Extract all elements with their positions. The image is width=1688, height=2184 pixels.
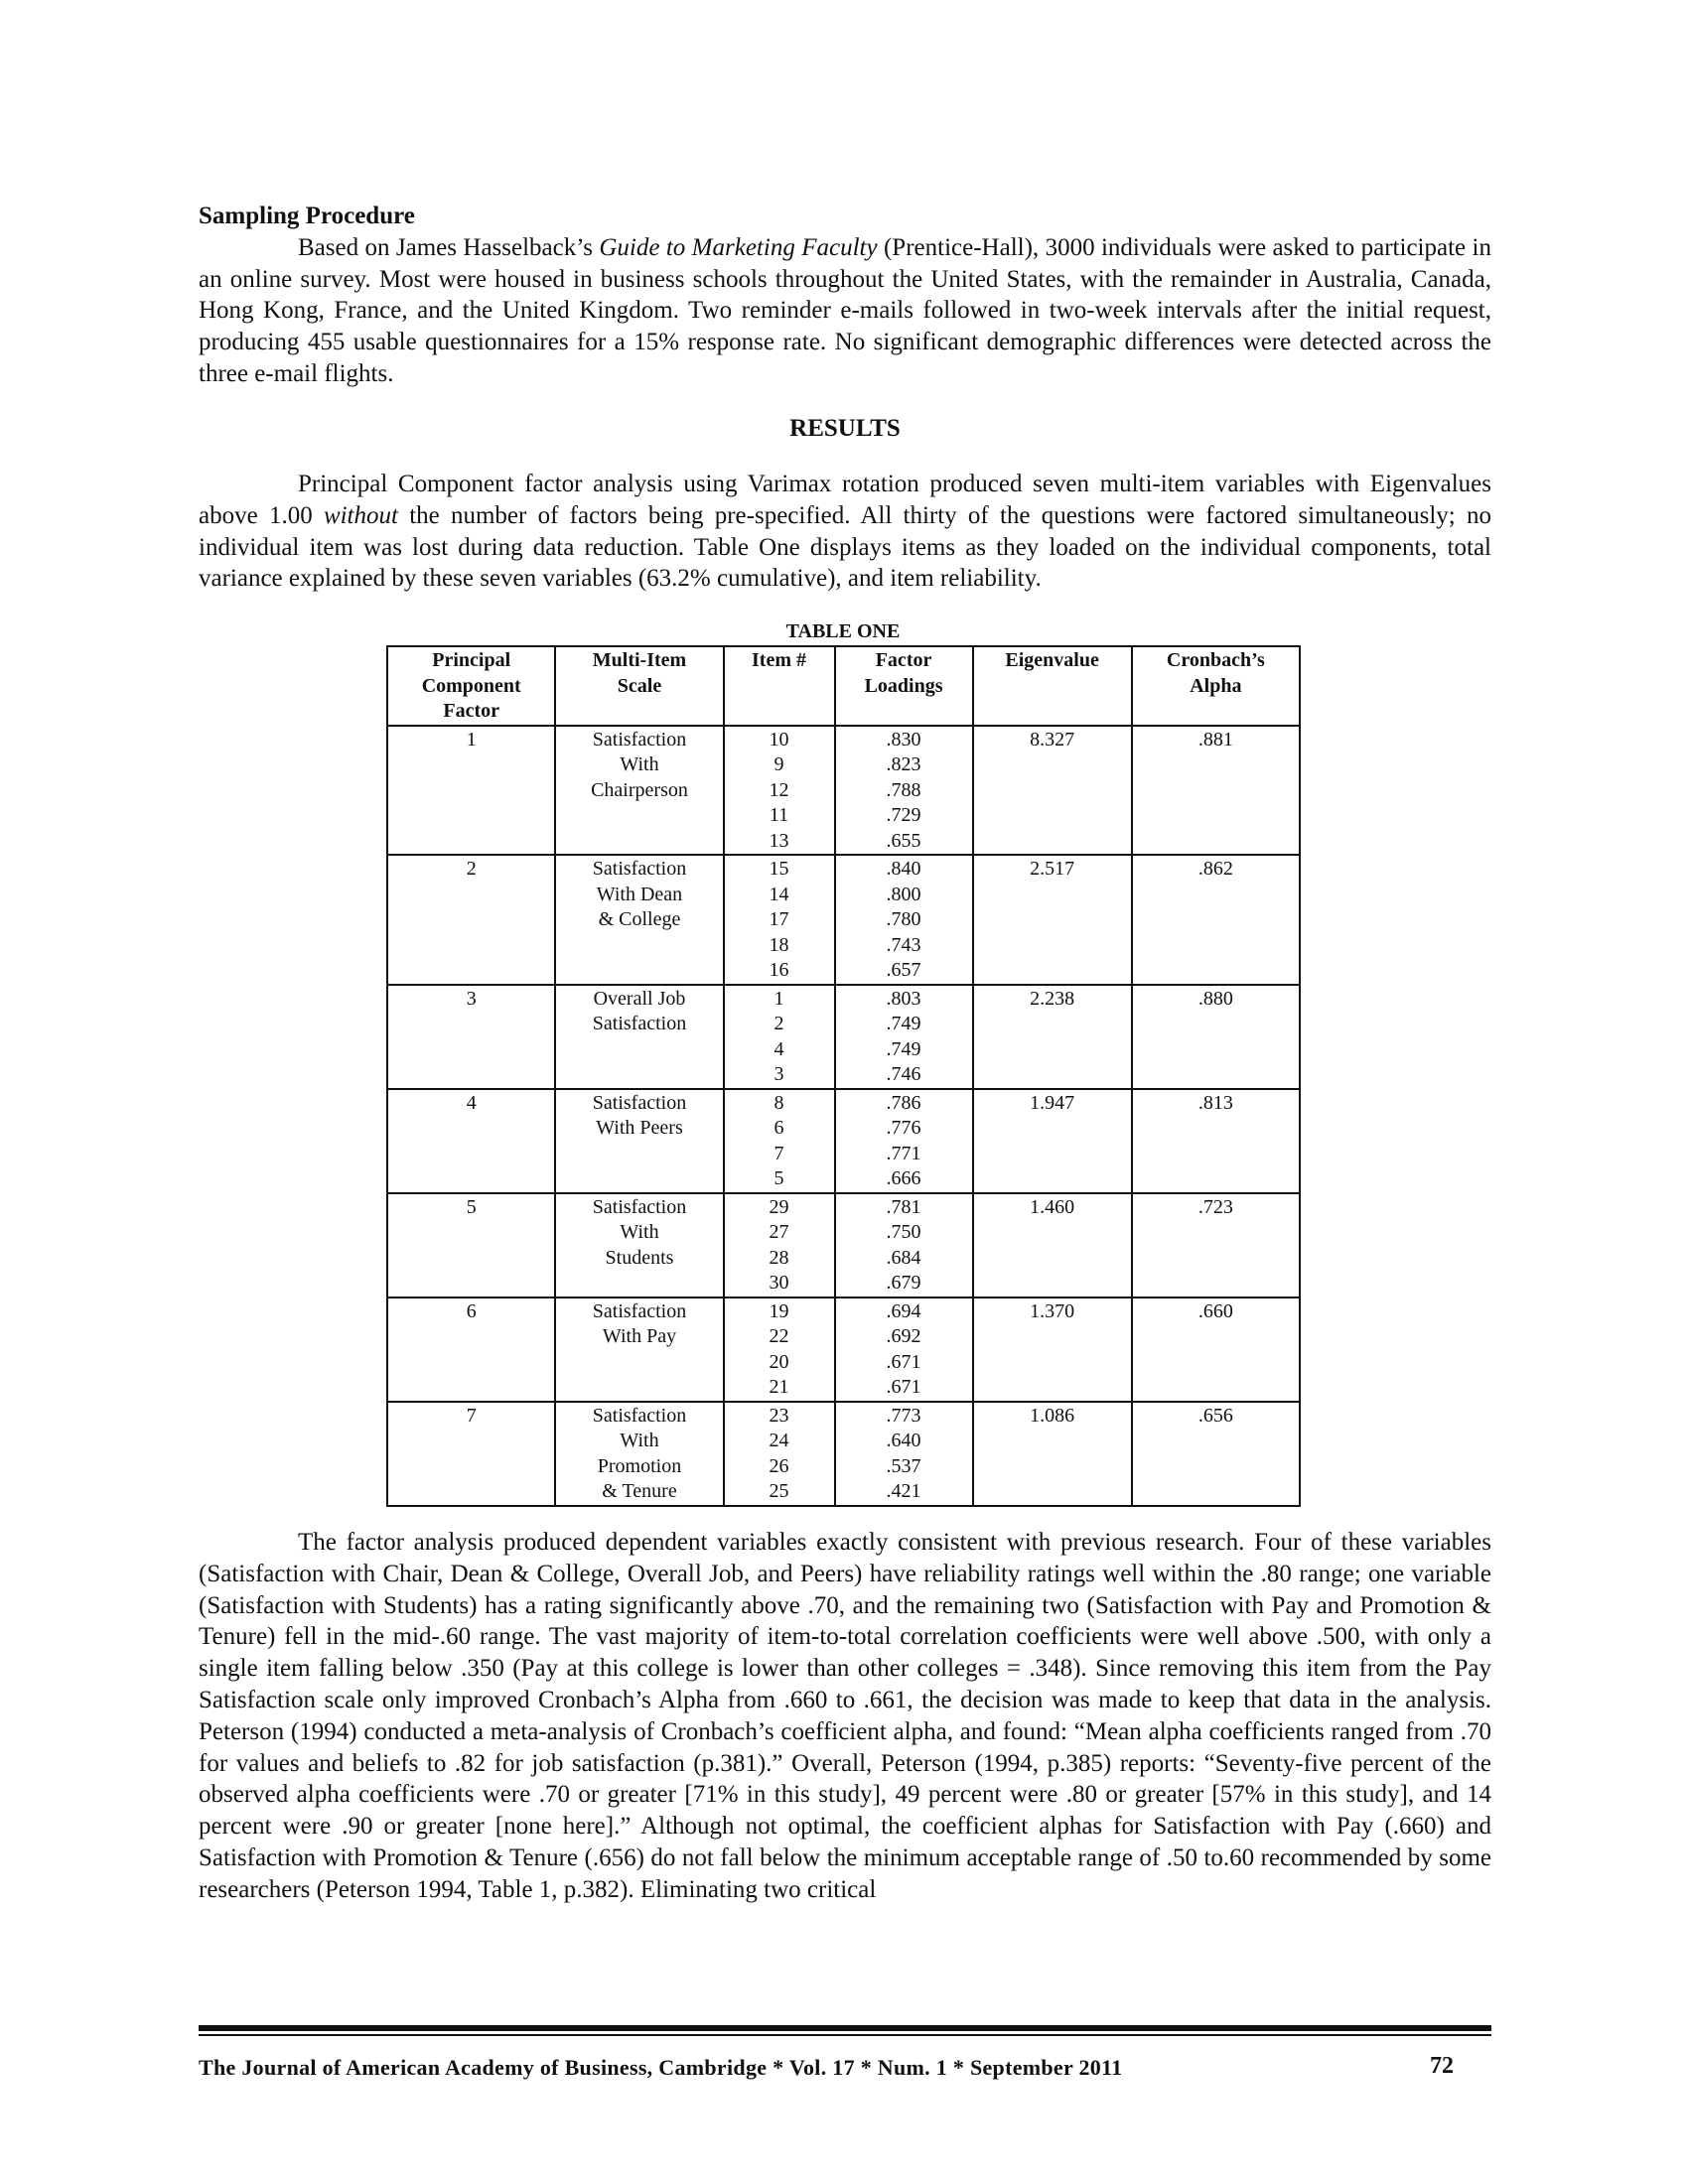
item-numbers-value: 17 bbox=[769, 908, 789, 930]
scale-name bbox=[555, 1297, 723, 1402]
eigenvalue-value: 2.238 bbox=[1030, 987, 1075, 1010]
cronbach-alpha bbox=[1132, 1297, 1300, 1402]
discussion-section bbox=[199, 1527, 1491, 1906]
factor-number bbox=[387, 1297, 555, 1402]
item-numbers bbox=[724, 985, 835, 1089]
factor-number bbox=[387, 855, 555, 985]
factor-loadings-value: .840 bbox=[886, 858, 921, 880]
table-row bbox=[387, 1297, 1300, 1402]
header-line: Alpha bbox=[1190, 674, 1242, 697]
item-numbers bbox=[724, 726, 835, 856]
header-item bbox=[724, 646, 835, 726]
scale-name-value: Satisfaction bbox=[592, 1013, 687, 1034]
factor-number-value: 3 bbox=[466, 987, 477, 1010]
item-numbers-value: 18 bbox=[769, 933, 789, 956]
header-line: Eigenvalue bbox=[1005, 649, 1099, 671]
table-row bbox=[387, 1402, 1300, 1506]
eigenvalue-value: 1.947 bbox=[1030, 1091, 1075, 1114]
factor-loadings bbox=[835, 1089, 973, 1193]
factor-loadings-value: .655 bbox=[886, 829, 921, 852]
factor-loadings-value: .786 bbox=[886, 1091, 921, 1114]
item-numbers-value: 1 bbox=[774, 987, 784, 1010]
cronbach-alpha-value: .862 bbox=[1197, 858, 1233, 880]
factor-number bbox=[387, 985, 555, 1089]
factor-number-value: 2 bbox=[466, 858, 477, 880]
eigenvalue bbox=[973, 1193, 1132, 1297]
factor-loadings-value: .671 bbox=[886, 1350, 921, 1373]
factor-loadings-value: .640 bbox=[886, 1430, 921, 1451]
eigenvalue bbox=[973, 1402, 1132, 1506]
factor-loadings-value: .750 bbox=[886, 1221, 921, 1243]
header-line: Scale bbox=[617, 674, 662, 697]
item-numbers-value: 27 bbox=[769, 1221, 789, 1243]
factor-loadings-value: .780 bbox=[886, 908, 921, 930]
header-line: Loadings bbox=[864, 674, 943, 697]
factor-loadings-value: .692 bbox=[886, 1325, 921, 1347]
item-numbers bbox=[724, 1193, 835, 1297]
item-numbers-value: 25 bbox=[769, 1480, 789, 1502]
footer-rule-thin bbox=[199, 2034, 1491, 2036]
factor-loadings-value: .743 bbox=[886, 933, 921, 956]
factor-loadings-value: .421 bbox=[886, 1480, 921, 1502]
factor-loadings-value: .788 bbox=[886, 778, 921, 801]
item-numbers bbox=[724, 1297, 835, 1402]
scale-name bbox=[555, 985, 723, 1089]
scale-name-value: Overall Job bbox=[593, 987, 686, 1010]
factor-loadings-value: .781 bbox=[886, 1195, 921, 1218]
table-row bbox=[387, 855, 1300, 985]
sampling-heading: Sampling Procedure bbox=[199, 203, 415, 229]
item-numbers-value: 8 bbox=[774, 1091, 784, 1114]
table-row bbox=[387, 985, 1300, 1089]
scale-name bbox=[555, 1402, 723, 1506]
factor-number bbox=[387, 1193, 555, 1297]
factor-loadings-value: .679 bbox=[886, 1272, 921, 1294]
results-text-end: the number of factors being pre-specified. All thirty of the questions were factored simultaneously; no individual item was lost during data reduction. Table One displays items as they loaded on the individual components, total variance explained by these seven variables (63.2% cumulative), and item reliability. bbox=[199, 501, 1491, 593]
results-italic-word: without bbox=[323, 501, 398, 529]
cronbach-alpha bbox=[1132, 726, 1300, 856]
factor-number-value: 4 bbox=[466, 1091, 477, 1114]
header-line: Principal bbox=[432, 649, 511, 671]
eigenvalue-value: 1.460 bbox=[1030, 1195, 1075, 1218]
factor-loadings bbox=[835, 1402, 973, 1506]
scale-name-value: Students bbox=[605, 1246, 674, 1269]
item-numbers-value: 6 bbox=[774, 1117, 784, 1139]
factor-loadings-value: .671 bbox=[886, 1376, 921, 1398]
scale-name-value: Satisfaction bbox=[592, 1091, 687, 1114]
cronbach-alpha bbox=[1132, 985, 1300, 1089]
header-line: Item # bbox=[752, 649, 806, 671]
factor-loadings-value: .776 bbox=[886, 1117, 921, 1139]
cronbach-alpha bbox=[1132, 855, 1300, 985]
item-numbers-value: 13 bbox=[769, 829, 789, 852]
scale-name-value: Satisfaction bbox=[592, 1195, 687, 1218]
scale-name-value: With bbox=[620, 753, 659, 775]
sampling-section bbox=[199, 201, 1491, 390]
scale-name-value: & College bbox=[598, 908, 681, 930]
scale-name-value: With Peers bbox=[596, 1117, 683, 1139]
factor-number-value: 7 bbox=[466, 1404, 477, 1427]
cronbach-alpha-value: .660 bbox=[1197, 1299, 1233, 1322]
item-numbers-value: 9 bbox=[774, 753, 784, 775]
table-row bbox=[387, 1089, 1300, 1193]
item-numbers-value: 21 bbox=[769, 1376, 789, 1398]
cronbach-alpha bbox=[1132, 1402, 1300, 1506]
item-numbers-value: 26 bbox=[769, 1454, 789, 1477]
factor-loadings bbox=[835, 726, 973, 856]
item-numbers-value: 23 bbox=[769, 1404, 789, 1427]
item-numbers bbox=[724, 1089, 835, 1193]
factor-loadings-value: .803 bbox=[886, 987, 921, 1010]
item-numbers-value: 14 bbox=[769, 883, 789, 905]
scale-name-value: With Dean bbox=[596, 883, 683, 905]
scale-name bbox=[555, 1193, 723, 1297]
item-numbers-value: 2 bbox=[774, 1013, 784, 1034]
footer-journal-citation: The Journal of American Academy of Business, Cambridge * Vol. 17 * Num. 1 * September 2011 bbox=[199, 2055, 1123, 2080]
footer-rule bbox=[199, 2025, 1491, 2031]
item-numbers-value: 19 bbox=[769, 1299, 789, 1322]
factor-loadings bbox=[835, 985, 973, 1089]
item-numbers-value: 12 bbox=[769, 778, 789, 801]
factor-loadings-value: .823 bbox=[886, 753, 921, 775]
results-section bbox=[199, 469, 1491, 595]
factor-number-value: 6 bbox=[466, 1299, 477, 1322]
table-body bbox=[387, 726, 1300, 1506]
scale-name-value: With bbox=[620, 1221, 659, 1243]
cronbach-alpha bbox=[1132, 1193, 1300, 1297]
sampling-text-end: (Prentice-Hall), 3000 individuals were asked to participate in an online survey. Most were housed in business schools throughout the United States, with the remainder in Australia, Canada, Hong Kong, France, and the United Kingdom. Two reminder e-mails followed in two-week intervals after the initial request, producing 455 usable questionnaires for a 15% response rate. No significant demographic differences were detected across the three e-mail flights. bbox=[199, 233, 1491, 387]
item-numbers-value: 10 bbox=[769, 728, 789, 751]
header-scale bbox=[555, 646, 723, 726]
item-numbers-value: 5 bbox=[774, 1167, 784, 1189]
factor-loadings-value: .800 bbox=[886, 883, 921, 905]
header-line: Component bbox=[421, 674, 521, 697]
item-numbers-value: 3 bbox=[774, 1063, 784, 1085]
results-text-start: Principal Component factor analysis using Varimax rotation produced seven multi-item variables with Eigenvalues above 1.00 bbox=[199, 471, 1491, 529]
factor-loadings-value: .657 bbox=[886, 959, 921, 981]
header-factor bbox=[387, 646, 555, 726]
scale-name-value: Satisfaction bbox=[592, 858, 687, 880]
scale-name-value: Satisfaction bbox=[592, 1299, 687, 1322]
header-loadings bbox=[835, 646, 973, 726]
factor-number-value: 5 bbox=[466, 1195, 477, 1218]
cronbach-alpha-value: .881 bbox=[1197, 728, 1233, 751]
scale-name-value: With bbox=[620, 1430, 659, 1451]
factor-loadings-value: .830 bbox=[886, 728, 921, 751]
factor-number bbox=[387, 726, 555, 856]
scale-name-value: Promotion bbox=[597, 1454, 682, 1477]
factor-loadings-value: .773 bbox=[886, 1404, 921, 1427]
eigenvalue-value: 2.517 bbox=[1030, 858, 1075, 880]
item-numbers-value: 20 bbox=[769, 1350, 789, 1373]
eigenvalue bbox=[973, 1089, 1132, 1193]
scale-name-value: & Tenure bbox=[602, 1480, 677, 1502]
results-heading: RESULTS bbox=[789, 415, 901, 442]
factor-loadings-value: .684 bbox=[886, 1246, 921, 1269]
factor-loadings-value: .746 bbox=[886, 1063, 921, 1085]
eigenvalue bbox=[973, 726, 1132, 856]
eigenvalue-value: 1.086 bbox=[1030, 1404, 1075, 1427]
results-paragraph bbox=[199, 469, 1491, 595]
scale-name bbox=[555, 726, 723, 856]
table-caption: TABLE ONE bbox=[785, 620, 901, 642]
cronbach-alpha-value: .880 bbox=[1197, 987, 1233, 1010]
factor-loadings bbox=[835, 1297, 973, 1402]
cronbach-alpha-value: .813 bbox=[1197, 1091, 1233, 1114]
item-numbers-value: 7 bbox=[774, 1142, 784, 1164]
cronbach-alpha bbox=[1132, 1089, 1300, 1193]
table-row bbox=[387, 726, 1300, 856]
page-number: 72 bbox=[1430, 2053, 1454, 2079]
item-numbers-value: 29 bbox=[769, 1195, 789, 1218]
scale-name-value: With Pay bbox=[602, 1325, 677, 1347]
cronbach-alpha-value: .723 bbox=[1197, 1195, 1233, 1218]
factor-loadings-value: .749 bbox=[886, 1037, 921, 1060]
factor-number bbox=[387, 1402, 555, 1506]
eigenvalue bbox=[973, 985, 1132, 1089]
scale-name-value: Satisfaction bbox=[592, 728, 687, 751]
factor-loadings-value: .666 bbox=[886, 1167, 921, 1189]
factor-loadings-value: .694 bbox=[886, 1299, 921, 1322]
cronbach-alpha-value: .656 bbox=[1197, 1404, 1233, 1427]
scale-name-value: Chairperson bbox=[591, 778, 688, 801]
factor-loadings-value: .537 bbox=[886, 1454, 921, 1477]
header-line: Factor bbox=[443, 700, 500, 722]
eigenvalue bbox=[973, 1297, 1132, 1402]
header-eigenvalue bbox=[973, 646, 1132, 726]
item-numbers-value: 4 bbox=[774, 1037, 784, 1060]
scale-name bbox=[555, 1089, 723, 1193]
header-line: Multi-Item bbox=[592, 649, 687, 671]
item-numbers-value: 11 bbox=[769, 804, 789, 826]
factor-loadings bbox=[835, 1193, 973, 1297]
factor-loadings-value: .729 bbox=[886, 804, 921, 826]
table-header-row bbox=[387, 646, 1300, 726]
eigenvalue-value: 8.327 bbox=[1030, 728, 1075, 751]
eigenvalue bbox=[973, 855, 1132, 985]
item-numbers-value: 22 bbox=[769, 1325, 789, 1347]
sampling-paragraph bbox=[199, 232, 1491, 390]
eigenvalue-value: 1.370 bbox=[1030, 1299, 1075, 1322]
header-line: Cronbach’s bbox=[1166, 649, 1265, 671]
factor-table bbox=[386, 645, 1301, 1507]
item-numbers bbox=[724, 1402, 835, 1506]
item-numbers-value: 24 bbox=[769, 1430, 789, 1451]
table-row bbox=[387, 1193, 1300, 1297]
header-alpha bbox=[1132, 646, 1300, 726]
item-numbers-value: 16 bbox=[769, 959, 789, 981]
header-line: Factor bbox=[875, 649, 932, 671]
scale-name-value: Satisfaction bbox=[592, 1404, 687, 1427]
discussion-paragraph: The factor analysis produced dependent variables exactly consistent with previous research. Four of these variables (Satisfaction with Chair, Dean & College, Overall Job, and Peers) have reliability ratings well within the .80 range; one variable (Satisfaction with Students) has a rating significantly above .70, and the remaining two (Satisfaction with Pay and Promotion & Tenure) fell in the mid-.60 range. The vast majority of item-to-total correlation coefficients were well above .500, with only a single item falling below .350 (Pay at this college is lower than other colleges = .348). Since removing this item from the Pay Satisfaction scale only improved Cronbach’s Alpha from .660 to .661, the decision was made to keep that data in the analysis. Peterson (1994) conducted a meta-analysis of Cronbach’s coefficient alpha, and found: “Mean alpha coefficients ranged from .70 for values and beliefs to .82 for job satisfaction (p.381).” Overall, Peterson (1994, p.385) reports: “Seventy-five percent of the observed alpha coefficients were .70 or greater [71% in this study], 49 percent were .80 or greater [57% in this study], and 14 percent were .90 or greater [none here].” Although not optimal, the coefficient alphas for Satisfaction with Pay (.660) and Satisfaction with Promotion & Tenure (.656) do not fall below the minimum acceptable range of .50 to.60 recommended by some researchers (Peterson 1994, Table 1, p.382). Eliminating two critical bbox=[199, 1529, 1491, 1903]
scale-name bbox=[555, 855, 723, 985]
book-title: Guide to Marketing Faculty bbox=[599, 233, 878, 261]
item-numbers-value: 30 bbox=[769, 1272, 789, 1294]
item-numbers-value: 15 bbox=[769, 858, 789, 880]
sampling-text-start: Based on James Hasselback’s bbox=[298, 233, 600, 261]
factor-number-value: 1 bbox=[466, 728, 477, 751]
item-numbers bbox=[724, 855, 835, 985]
factor-loadings-value: .771 bbox=[886, 1142, 921, 1164]
item-numbers-value: 28 bbox=[769, 1246, 789, 1269]
factor-loadings-value: .749 bbox=[886, 1013, 921, 1034]
factor-number bbox=[387, 1089, 555, 1193]
factor-loadings bbox=[835, 855, 973, 985]
